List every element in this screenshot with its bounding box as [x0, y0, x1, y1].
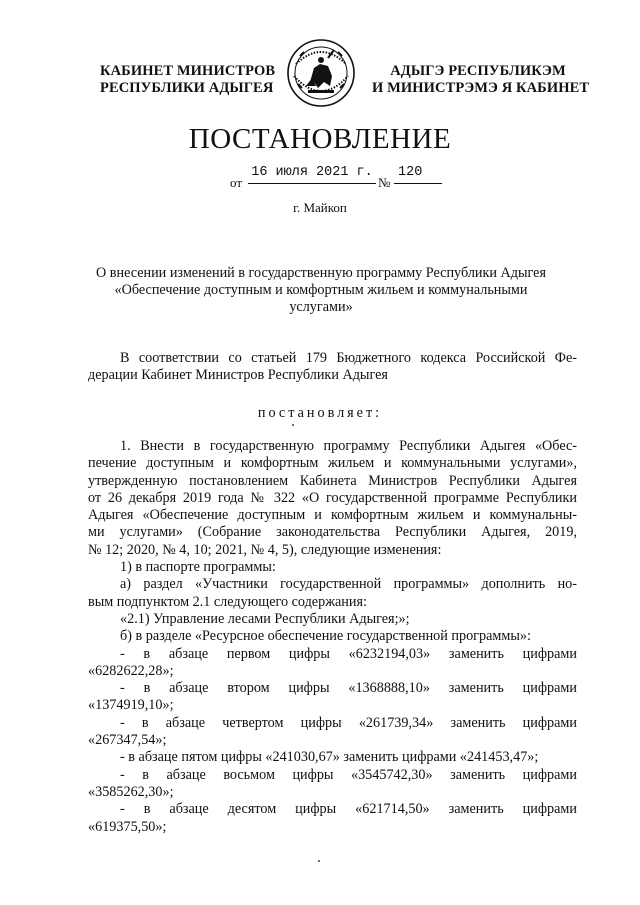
body-line: - в абзаце десятом цифры «621714,50» заменить цифрами	[120, 801, 577, 818]
city-line: г. Майкоп	[293, 200, 347, 215]
body-line: - в абзаце четвертом цифры «261739,34» заменить цифрами	[120, 714, 577, 731]
body-line: б) в разделе «Ресурсное обеспечение государственной программы»:	[120, 628, 531, 645]
date-value: 16 июля 2021 г.	[248, 165, 376, 184]
header-left	[100, 63, 276, 97]
body-line: «2.1) Управление лесами Республики Адыгея;»;	[120, 610, 410, 627]
scan-speck	[292, 424, 294, 426]
decree-word: постановляет:	[257, 405, 383, 421]
body-line: «1374919,10»;	[88, 697, 174, 714]
body-line: «6282622,28»;	[88, 662, 174, 679]
coat-of-arms-icon	[284, 36, 358, 110]
date-label: от	[230, 175, 243, 190]
body-line: «619375,50»;	[88, 818, 167, 835]
header-right-line1: АДЫГЭ РЕСПУБЛИКЭМ	[390, 63, 566, 79]
subject-line: услугами»	[289, 299, 353, 315]
body-line: утвержденную постановлением Кабинета Министров Республики Адыгея	[88, 472, 577, 489]
document-title: ПОСТАНОВЛЕНИЕ	[188, 123, 452, 155]
body-line: 1) в паспорте программы:	[120, 559, 276, 576]
preamble-line: В соответствии со статьей 179 Бюджетного кодекса Российской Фе-	[120, 350, 577, 366]
body-line: ми услугами» (Собрание законодательства Республики Адыгея, 2019,	[88, 524, 577, 541]
subject-line: «Обеспечение доступным и комфортным жильем и коммунальными	[114, 282, 528, 298]
body-line: - в абзаце восьмом цифры «3545742,30» заменить цифрами	[120, 766, 577, 783]
body-line: «267347,54»;	[88, 732, 167, 749]
body-line: - в абзаце втором цифры «1368888,10» заменить цифрами	[120, 680, 577, 697]
body-line: № 12; 2020, № 4, 10; 2021, № 4, 5), следующие изменения:	[88, 541, 442, 558]
preamble-line: дерации Кабинет Министров Республики Адыгея	[88, 367, 388, 384]
body-line: - в абзаце пятом цифры «241030,67» заменить цифрами «241453,47»;	[120, 749, 539, 766]
body-line: «3585262,30»;	[88, 783, 174, 800]
body-line: печение доступным и комфортным жильем и коммунальными услугами»,	[88, 455, 577, 472]
preamble	[88, 350, 577, 385]
document-subject	[88, 265, 554, 316]
scan-speck	[318, 860, 320, 862]
subject-line: О внесении изменений в государственную программу Республики Адыгея	[96, 265, 546, 281]
header-left-line1: КАБИНЕТ МИНИСТРОВ	[100, 63, 276, 79]
body-line: а) раздел «Участники государственной программы» дополнить но-	[120, 576, 577, 593]
header-left-line2: РЕСПУБЛИКИ АДЫГЕЯ	[100, 80, 274, 96]
document-body	[88, 438, 577, 836]
body-line: вым подпунктом 2.1 следующего содержания:	[88, 593, 367, 610]
number-value: 120	[394, 165, 442, 184]
body-line: Адыгея «Обеспечение доступным и комфортным жильем и коммунальны-	[88, 507, 577, 524]
header-right	[372, 63, 590, 97]
number-label: №	[378, 175, 391, 190]
body-line: 1. Внести в государственную программу Республики Адыгея «Обес-	[120, 438, 577, 454]
body-line: от 26 декабря 2019 года № 322 «О государственной программе Республики	[88, 489, 577, 506]
header-right-line2: И МИНИСТРЭМЭ Я КАБИНЕТ	[372, 80, 590, 96]
body-line: - в абзаце первом цифры «6232194,03» заменить цифрами	[120, 645, 577, 662]
